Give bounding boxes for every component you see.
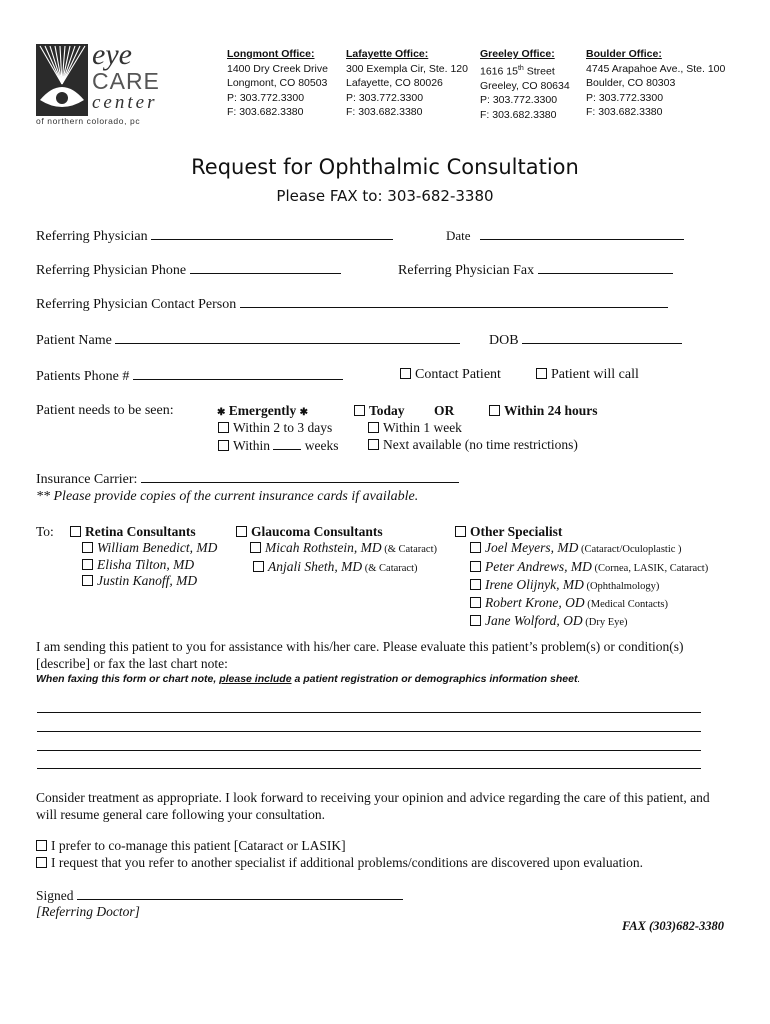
doctor-checkbox[interactable] [470,561,481,572]
contact-patient-checkbox[interactable] [400,368,411,379]
within-weeks-checkbox[interactable] [218,440,229,451]
office-heading: Greeley Office: [480,48,555,60]
doctor-note: (Cornea, LASIK, Cataract) [591,562,709,574]
urgency-label: Patient needs to be seen: [36,403,174,418]
logo-word-eye: eye [92,38,132,71]
within-weeks-input[interactable] [273,437,301,450]
within-2-3-days-checkbox[interactable] [218,422,229,433]
dob-input[interactable] [522,331,682,344]
insurance-input[interactable] [141,470,459,483]
doctor-note: (& Cataract) [362,562,418,574]
insurance-label: Insurance Carrier: [36,472,138,487]
group-heading: Retina Consultants [85,524,196,539]
date-label: Date [446,228,471,243]
office-phone: P: 303.772.3300 [346,91,424,104]
physician-fax-label: Referring Physician Fax [398,263,535,278]
other-specialist-checkbox[interactable] [455,526,466,537]
physician-phone-label: Referring Physician Phone [36,263,187,278]
doctor-name: Elisha Tilton, MD [97,556,195,572]
office-address-line2: Longmont, CO 80503 [227,77,328,89]
patient-will-call-checkbox[interactable] [536,368,547,379]
contact-person-label: Referring Physician Contact Person [36,297,237,312]
office-heading: Lafayette Office: [346,48,429,60]
next-available-checkbox[interactable] [368,439,379,450]
doctor-name: Peter Andrews, MD [485,558,592,574]
within-1-week-label: Within 1 week [383,420,462,435]
retina-consultants-checkbox[interactable] [70,526,81,537]
within-24-hours-checkbox[interactable] [489,405,500,416]
doctor-note: (Dry Eye) [582,617,628,629]
referring-doctor-label: [Referring Doctor] [36,904,140,919]
doctor-checkbox[interactable] [82,559,93,570]
refer-checkbox[interactable] [36,857,47,868]
retina-group [70,524,217,589]
today-label: Today [369,403,405,418]
patient-name-label: Patient Name [36,333,112,348]
doctor-name: Irene Olijnyk, MD [485,576,584,592]
sending-line2: [describe] or fax the last chart note: [36,656,228,671]
refer-label: I request that you refer to another specialist if additional problems/conditions are discovered upon evaluation. [51,855,643,870]
insurance-note: ** Please provide copies of the current insurance cards if available. [36,489,419,504]
doctor-name: William Benedict, MD [97,540,218,556]
office-heading: Boulder Office: [586,48,662,60]
office-address-line1: 4745 Arapahoe Ave., Ste. 100 [586,62,726,75]
doctor-name: Micah Rothstein, MD [265,540,382,556]
contact-person-input[interactable] [240,295,668,308]
office-address-line2: Boulder, CO 80303 [586,77,676,89]
signed-label: Signed [36,888,74,903]
comanage-label: I prefer to co-manage this patient [Cataract or LASIK] [51,838,346,853]
office-fax: F: 303.682.3380 [346,106,423,118]
group-heading: Other Specialist [470,524,563,539]
doctor-checkbox[interactable] [470,542,481,553]
referring-physician-label: Referring Physician [36,229,148,244]
date-input[interactable] [480,227,684,240]
office-fax: F: 303.682.3380 [227,106,304,118]
footer-fax: FAX (303)682-3380 [622,919,724,933]
consider-line1: Consider treatment as appropriate. I look forward to receiving your opinion and advice regarding the care of this patient, and [36,790,710,805]
office-phone: P: 303.772.3300 [586,91,664,104]
logo [36,38,176,126]
doctor-checkbox[interactable] [253,561,264,572]
doctor-checkbox[interactable] [250,542,261,553]
logo-word-care: CARE [92,68,160,94]
doctor-checkbox[interactable] [470,597,481,608]
doctor-name: Robert Krone, OD [485,595,585,611]
emergently-label: Emergently [228,403,297,418]
patients-phone-input[interactable] [133,367,343,380]
logo-eye-icon [36,44,88,116]
doctor-note: (Ophthalmology) [583,580,660,592]
referring-physician-input[interactable] [151,227,393,240]
office-boulder [586,47,725,120]
office-longmont [227,47,328,120]
office-address-line2: Lafayette, CO 80026 [346,77,443,89]
physician-fax-input[interactable] [538,261,673,274]
within-2-3-days-label: Within 2 to 3 days [233,420,333,435]
describe-line-2[interactable] [37,731,701,732]
doctor-name: Justin Kanoff, MD [97,572,198,588]
doctor-checkbox[interactable] [82,542,93,553]
within-weeks-label: Within [233,438,270,453]
office-fax: F: 303.682.3380 [586,106,663,118]
contact-patient-label: Contact Patient [415,367,501,382]
doctor-name: Jane Wolford, OD [485,613,583,629]
doctor-note: (Cataract/Oculoplastic ) [578,544,682,556]
comanage-checkbox[interactable] [36,840,47,851]
patient-will-call-label: Patient will call [551,367,639,382]
glaucoma-group [236,524,437,577]
faxing-note: When faxing this form or chart note, please include a patient registration or demographics information sheet. [36,673,581,685]
doctor-checkbox[interactable] [470,579,481,590]
star-icon: ✱ [217,407,226,418]
logo-tagline: of northern colorado, pc [36,116,141,126]
within-24-hours-label: Within 24 hours [504,403,598,418]
doctor-note: (Medical Contacts) [584,599,669,611]
weeks-label: weeks [304,438,339,453]
physician-phone-input[interactable] [190,261,341,274]
form-subtitle: Please FAX to: 303-682-3380 [276,187,494,205]
patients-phone-label: Patients Phone # [36,369,130,384]
logo-word-center: center [92,92,158,113]
office-address-line1: 300 Exempla Cir, Ste. 120 [346,62,468,75]
doctor-note: (& Cataract) [381,544,437,556]
to-label: To: [36,524,54,539]
patient-name-input[interactable] [115,331,460,344]
sending-line1: I am sending this patient to you for assistance with his/her care. Please evaluate this patient’s problem(s) or condition(s) [36,639,684,654]
or-label: OR [434,403,455,418]
group-heading: Glaucoma Consultants [251,524,383,539]
star-icon: ✱ [299,407,309,418]
office-phone: P: 303.772.3300 [227,91,305,104]
doctor-name: Joel Meyers, MD [485,540,579,556]
describe-line-1[interactable] [37,712,701,713]
office-lafayette [346,47,468,120]
office-address-line1: 1400 Dry Creek Drive [227,62,328,75]
doctor-name: Anjali Sheth, MD [268,558,363,574]
signature-input[interactable] [77,887,403,900]
office-phone: P: 303.772.3300 [480,94,558,106]
glaucoma-consultants-checkbox[interactable] [236,526,247,537]
office-address-line2: Greeley, CO 80634 [480,79,570,92]
describe-line-3[interactable] [37,750,701,751]
other-specialist-group [455,524,708,632]
consider-line2: will resume general care following your consultation. [36,807,326,822]
doctor-checkbox[interactable] [82,575,93,586]
office-address-line1: 1616 15th Street [480,64,555,77]
office-heading: Longmont Office: [227,48,315,60]
office-greeley [480,47,570,122]
next-available-label: Next available (no time restrictions) [383,437,578,452]
within-1-week-checkbox[interactable] [368,422,379,433]
dob-label: DOB [489,333,519,348]
office-fax: F: 303.682.3380 [480,108,557,121]
today-checkbox[interactable] [354,405,365,416]
form-title: Request for Ophthalmic Consultation [191,155,579,179]
doctor-checkbox[interactable] [470,615,481,626]
describe-line-4[interactable] [37,768,701,769]
